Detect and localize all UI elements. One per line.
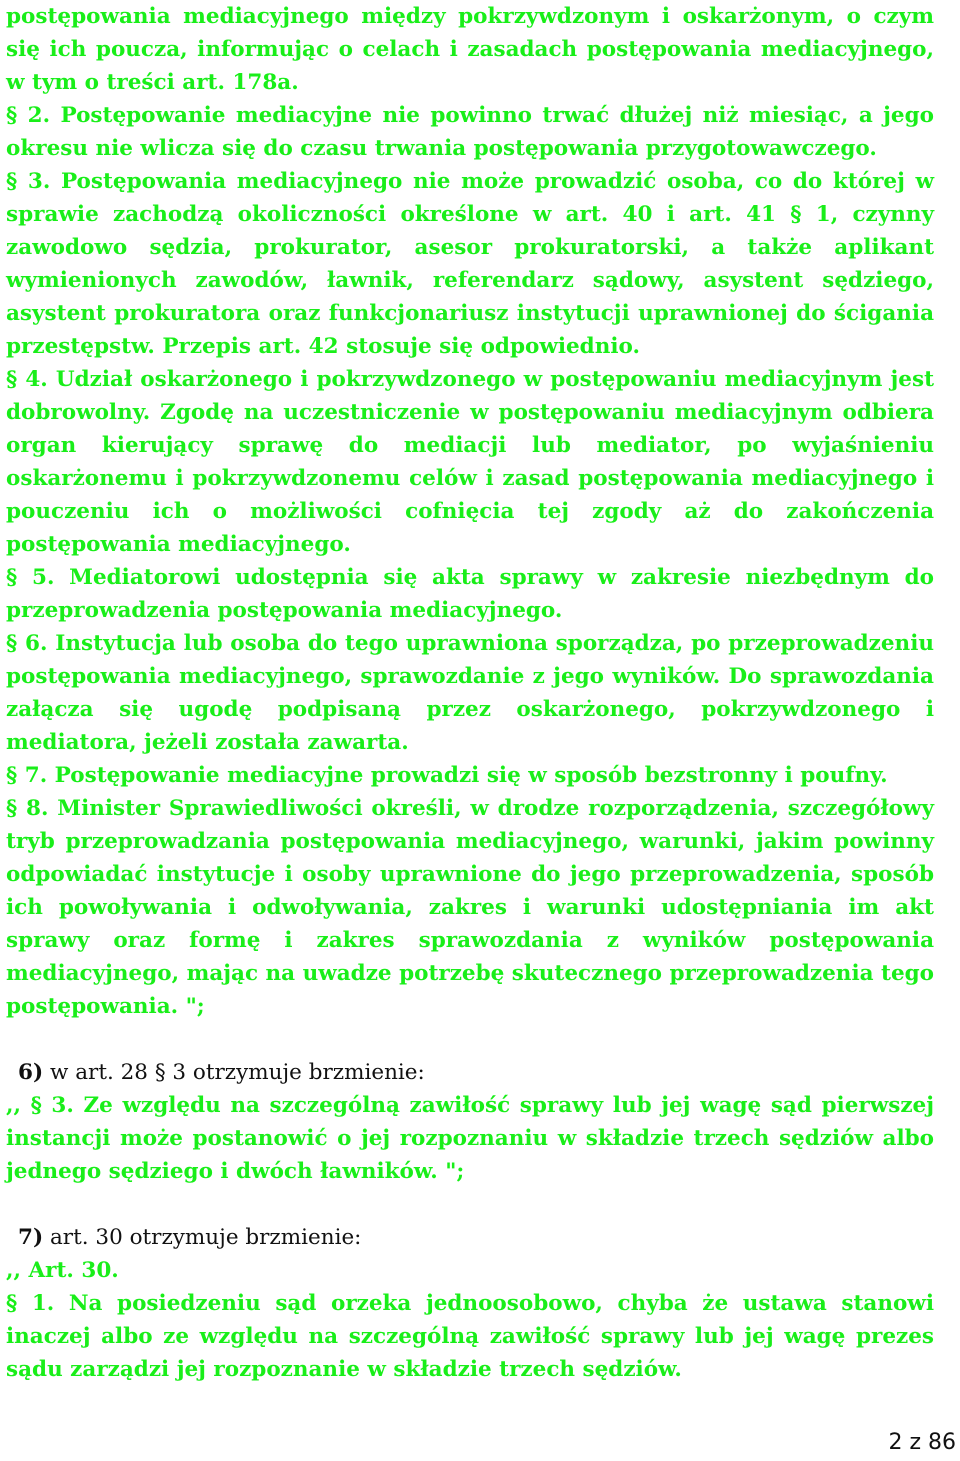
item-6-text: ,, § 3. Ze względu na szczególną zawiłość sprawy lub jej wagę sąd pierwszej instancji może postanowić o jej rozpoznaniu w składzie trzech sędziów albo jednego sędziego i dwóch ławników. "; xyxy=(6,1093,934,1184)
item-7-heading: ,, Art. 30. xyxy=(6,1258,119,1283)
spacer xyxy=(6,1188,934,1221)
item-6-intro xyxy=(6,1056,934,1089)
paragraph-section-7: § 7. Postępowanie mediacyjne prowadzi się w sposób bezstronny i poufny. xyxy=(6,763,888,788)
spacer xyxy=(6,1023,934,1056)
paragraph-section-3: § 3. Postępowania mediacyjnego nie może prowadzić osoba, co do której w sprawie zachodzą okoliczności określone w art. 40 i art. 41 § 1, czynny zawodowo sędzia, prokurator, asesor prokuratorski, a także aplikant wymienionych zawodów, ławnik, referendarz sądowy, asystent sędziego, asystent prokuratora oraz funkcjonariusz instytucji uprawnionej do ścigania przestępstw. Przepis art. 42 stosuje się odpowiednio. xyxy=(6,169,934,359)
paragraph-section-4: § 4. Udział oskarżonego i pokrzywdzonego w postępowaniu mediacyjnym jest dobrowolny. Zgodę na uczestniczenie w postępowaniu mediacyjnym odbiera organ kierujący sprawę do mediacji lub mediator, po wyjaśnieniu oskarżonemu i pokrzywdzonemu celów i zasad postępowania mediacyjnego i pouczeniu ich o możliwości cofnięcia tej zgody aż do zakończenia postępowania mediacyjnego. xyxy=(6,367,934,557)
paragraph-section-8: § 8. Minister Sprawiedliwości określi, w drodze rozporządzenia, szczegółowy tryb przeprowadzania postępowania mediacyjnego, warunki, jakim powinny odpowiadać instytucje i osoby uprawnione do jego przeprowadzenia, sposób ich powoływania i odwoływania, zakres i warunki udostępniania im akt sprawy oraz formę i zakres sprawozdania z wyników postępowania mediacyjnego, mając na uwadze potrzebę skutecznego przeprowadzenia tego postępowania. "; xyxy=(6,796,935,1019)
page-number: 2 z 86 xyxy=(888,1430,956,1455)
paragraph-section-2: § 2. Postępowanie mediacyjne nie powinno trwać dłużej niż miesiąc, a jego okresu nie wlicza się do czasu trwania postępowania przygotowawczego. xyxy=(6,103,934,161)
item-6-intro-text: w art. 28 § 3 otrzymuje brzmienie: xyxy=(49,1060,425,1085)
item-6-number: 6) xyxy=(18,1060,44,1085)
item-7-intro xyxy=(6,1221,934,1254)
item-7-intro-text: art. 30 otrzymuje brzmienie: xyxy=(49,1225,362,1250)
item-7-text: § 1. Na posiedzeniu sąd orzeka jednoosobowo, chyba że ustawa stanowi inaczej albo ze względu na szczególną zawiłość sprawy lub jej wagę prezes sądu zarządzi jej rozpoznanie w składzie trzech sędziów. xyxy=(6,1291,934,1382)
paragraph-section-5: § 5. Mediatorowi udostępnia się akta sprawy w zakresie niezbędnym do przeprowadzenia postępowania mediacyjnego. xyxy=(6,565,934,623)
paragraph-section-6: § 6. Instytucja lub osoba do tego uprawniona sporządza, po przeprowadzeniu postępowania mediacyjnego, sprawozdanie z jego wyników. Do sprawozdania załącza się ugodę podpisaną przez oskarżonego, pokrzywdzonego i mediatora, jeżeli została zawarta. xyxy=(6,631,934,755)
paragraph-continuation: postępowania mediacyjnego między pokrzywdzonym i oskarżonym, o czym się ich poucza, informując o celach i zasadach postępowania mediacyjnego, w tym o treści art. 178a. xyxy=(6,4,934,95)
document-page xyxy=(6,0,934,1386)
item-7-number: 7) xyxy=(18,1225,44,1250)
